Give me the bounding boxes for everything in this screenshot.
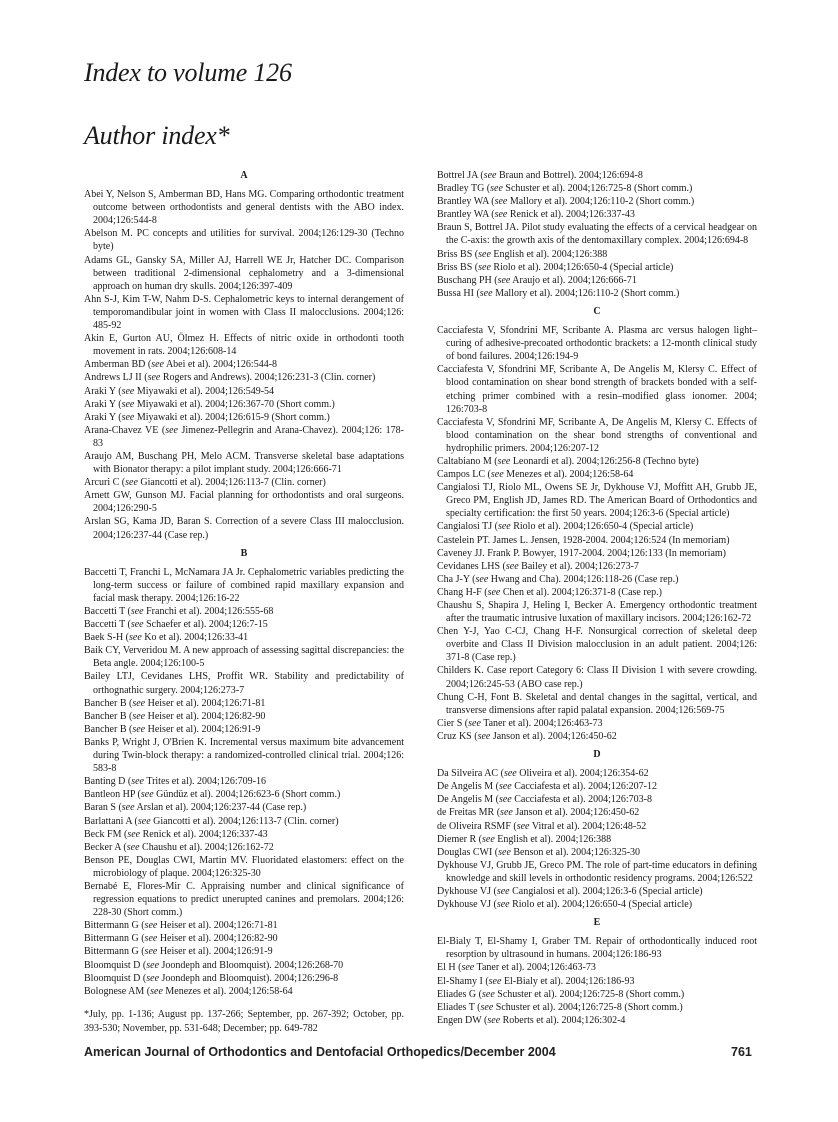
entry-text: Heiser et al). 2004;126:82-90 xyxy=(157,933,278,945)
see-reference: see xyxy=(151,359,164,371)
index-entry xyxy=(437,221,757,247)
entry-text: Chung C-H, Font B. Skeletal and dental changes in the sagittal, vertical, and transverse dimensions after rapid palatal expansion. 2004;126:569-75 xyxy=(437,691,757,716)
entry-text: Becker A ( xyxy=(84,841,127,853)
index-entry xyxy=(84,227,404,253)
see-reference: see xyxy=(500,807,513,819)
entry-text: Amberman BD ( xyxy=(84,359,152,371)
entry-text: El-Shamy I ( xyxy=(437,975,489,987)
see-reference: see xyxy=(461,962,475,974)
entry-text: Castelein PT. James L. Jensen, 1928-2004. 2004;126:524 (In memoriam) xyxy=(437,534,730,546)
index-entry xyxy=(437,182,757,195)
see-reference: see xyxy=(140,789,154,801)
see-reference: see xyxy=(479,287,493,299)
see-reference: see xyxy=(146,972,160,984)
entry-text: De Angelis M ( xyxy=(437,794,499,806)
entry-text: Menezes et al). 2004;126:58-64 xyxy=(162,985,293,997)
index-entry xyxy=(437,767,757,780)
entry-text: Cier S ( xyxy=(437,717,469,729)
index-entry xyxy=(437,806,757,819)
section-letter: A xyxy=(240,170,248,181)
entry-text: Chang H-F ( xyxy=(437,586,488,598)
entry-text: Arcuri C ( xyxy=(84,477,126,489)
entry-text: Araki Y ( xyxy=(84,411,122,423)
see-reference: see xyxy=(498,846,511,858)
entry-text: Vitral et al). 2004;126:48-52 xyxy=(529,820,647,832)
index-title: Index to volume 126 xyxy=(84,58,292,87)
index-entry xyxy=(437,975,757,988)
see-reference: see xyxy=(490,183,503,195)
index-entry xyxy=(84,854,404,880)
index-entry xyxy=(437,859,757,885)
see-reference: see xyxy=(503,768,517,780)
see-reference: see xyxy=(132,697,146,709)
entry-text: Baccetti T, Franchi L, McNamara JA Jr. Cephalometric variables predicting the long-term success or failure of combined rapid maxillary expansion and facial mask therapy. 2004;126:16-22 xyxy=(84,566,404,604)
entry-text: Bailey et al). 2004;126:273-7 xyxy=(518,560,639,572)
entry-text: Bussa HI ( xyxy=(437,287,480,299)
entry-text: Rogers and Andrews). 2004;126:231-3 (Clin. corner) xyxy=(160,372,376,384)
index-entry xyxy=(437,599,757,625)
index-entry xyxy=(437,468,757,481)
entry-text: Dykhouse VJ, Grubb JE, Greco PM. The role of part-time educators in defining knowledge and skill levels in orthodontic residency programs. 2004;126:522 xyxy=(437,859,757,884)
see-reference: see xyxy=(498,781,512,793)
entry-text: Eliades T ( xyxy=(437,1001,481,1013)
entry-text: Renick et al). 2004;126:337-43 xyxy=(507,209,635,221)
entry-text: Cacciafesta V, Sfondrini MF, Scribante A, De Angelis M, Klersy C. Effects of blood contamination on the shear bond strengths of conventional and hydrophilic primers. 2004;126:207-12 xyxy=(437,416,757,454)
index-entry xyxy=(84,801,404,814)
index-entry xyxy=(84,697,404,710)
index-entry xyxy=(437,846,757,859)
entry-text: Baran S ( xyxy=(84,802,122,814)
entry-text: Bittermann G ( xyxy=(84,933,145,945)
index-entry xyxy=(437,935,757,961)
see-reference: see xyxy=(129,632,142,644)
entry-text: Jimenez-Pellegrin and Arana-Chavez). 2004;126: 178-83 xyxy=(93,424,405,449)
index-entry xyxy=(437,481,757,520)
index-entry xyxy=(84,424,404,450)
see-reference: see xyxy=(498,794,512,806)
index-entry xyxy=(84,972,404,985)
entry-text: Cruz KS ( xyxy=(437,730,478,742)
see-reference: see xyxy=(150,985,163,997)
entry-text: Leonardi et al). 2004;126:256-8 (Techno byte) xyxy=(510,455,699,467)
index-entry xyxy=(437,274,757,287)
index-entry xyxy=(437,730,757,743)
entry-text: Giancotti et al). 2004;126:113-7 (Clin. corner) xyxy=(137,477,326,489)
entry-text: Brantley WA ( xyxy=(437,209,495,221)
journal-footer: American Journal of Orthodontics and Dentofacial Orthopedics/December 2004 xyxy=(84,1045,556,1059)
index-entry xyxy=(437,208,757,221)
see-reference: see xyxy=(490,469,504,481)
index-entry xyxy=(84,489,404,515)
index-entry xyxy=(84,188,404,227)
entry-text: Abei Y, Nelson S, Amberman BD, Hans MG. Comparing orthodontic treatment outcome between orthodontists and general dentists with the ABO index. 2004;126:544-8 xyxy=(84,189,404,227)
entry-text: Campos LC ( xyxy=(437,469,491,481)
entry-text: Heiser et al). 2004;126:71-81 xyxy=(145,697,266,709)
entry-text: Braun S, Bottrel JA. Pilot study evaluating the effects of a cervical headgear on the C-axis: the growth axis of the dentomaxillary complex. 2004;126:694-8 xyxy=(437,222,757,247)
index-entry xyxy=(437,793,757,806)
entry-text: Childers K. Case report Category 6: Class II Division 1 with severe crowding. 2004;126:245-53 (ABO case rep.) xyxy=(437,665,757,690)
index-entry xyxy=(84,880,404,919)
entry-text: Caveney JJ. Frank P. Bowyer, 1917-2004. 2004;126:133 (In memoriam) xyxy=(437,547,727,559)
index-entry xyxy=(437,324,757,363)
left-column xyxy=(84,169,404,998)
entry-text: Chaushu S, Shapira J, Heling I, Becker A. Emergency orthodontic treatment after the traumatic intrusive luxation of maxillary incisors. 2004;126:162-72 xyxy=(437,600,757,625)
see-reference: see xyxy=(477,730,491,742)
entry-text: Cangialosi TJ ( xyxy=(437,521,498,533)
entry-text: Dykhouse VJ ( xyxy=(437,885,497,897)
entry-text: Akin E, Gurton AU, Ölmez H. Effects of nitric oxide in orthodonti tooth movement in rats. 2004;126:608-14 xyxy=(84,333,404,358)
index-entry xyxy=(437,820,757,833)
entry-text: Riolo et al). 2004;126:650-4 (Special article) xyxy=(490,261,674,273)
entry-text: Schuster et al). 2004;126:725-8 (Short comm.) xyxy=(493,1001,683,1013)
see-reference: see xyxy=(468,717,481,729)
entry-text: Heiser et al). 2004;126:91-9 xyxy=(145,723,261,735)
see-reference: see xyxy=(130,619,144,631)
index-entry xyxy=(84,385,404,398)
index-entry xyxy=(437,780,757,793)
see-reference: see xyxy=(516,820,530,832)
entry-text: Cangialosi et al). 2004;126:3-6 (Special article) xyxy=(509,885,703,897)
entry-text: Heiser et al). 2004;126:91-9 xyxy=(157,946,273,958)
index-entry xyxy=(84,945,404,958)
index-entry xyxy=(84,566,404,605)
entry-text: Brantley WA ( xyxy=(437,196,495,208)
entry-text: Bittermann G ( xyxy=(84,946,145,958)
see-reference: see xyxy=(488,975,502,987)
entry-text: Engen DW ( xyxy=(437,1014,488,1026)
entry-text: Baccetti T ( xyxy=(84,606,131,617)
entry-text: Dykhouse VJ ( xyxy=(437,899,497,911)
index-entry xyxy=(84,919,404,932)
index-entry xyxy=(437,988,757,1001)
see-reference: see xyxy=(131,776,144,788)
entry-text: Cacciafesta V, Sfondrini MF, Scribante A. Plasma arc versus halogen light–curing of adhesive-precoated orthodontic brackets: a 12-month clinical study of bond failures. 2004;126:194-9 xyxy=(437,325,757,363)
see-reference: see xyxy=(482,988,495,1000)
entry-text: Cevidanes LHS ( xyxy=(437,560,506,572)
entry-text: Bittermann G ( xyxy=(84,920,145,932)
entry-text: Diemer R ( xyxy=(437,833,482,845)
entry-text: Bolognese AM ( xyxy=(84,985,151,997)
index-entry xyxy=(84,775,404,788)
entry-text: Riolo et al). 2004;126:650-4 (Special article) xyxy=(510,521,694,533)
index-entry xyxy=(84,710,404,723)
index-entry xyxy=(437,1014,757,1027)
entry-text: Abelson M. PC concepts and utilities for survival. 2004;126:129-30 (Techno byte) xyxy=(84,228,404,253)
index-entry xyxy=(84,723,404,736)
see-reference: see xyxy=(483,170,497,181)
index-entry xyxy=(84,631,404,644)
entry-text: Baccetti T ( xyxy=(84,619,131,631)
see-reference: see xyxy=(132,710,146,722)
index-entry xyxy=(84,293,404,332)
index-entry xyxy=(437,625,757,664)
entry-text: Ko et al). 2004;126:33-41 xyxy=(141,632,249,644)
entry-text: Banting D ( xyxy=(84,776,132,788)
section-letter: E xyxy=(593,917,601,929)
entry-text: Arslan SG, Kama JD, Baran S. Correction of a severe Class III malocclusion. 2004;126:237-44 (Case rep.) xyxy=(84,516,404,541)
see-reference: see xyxy=(487,1014,501,1026)
index-entry xyxy=(437,898,757,911)
see-reference: see xyxy=(125,477,138,489)
entry-text: Bradley TG ( xyxy=(437,183,491,195)
index-entry xyxy=(84,515,404,541)
index-entry xyxy=(437,287,757,300)
entry-text: Bancher B ( xyxy=(84,697,133,709)
entry-text: Cacciafesta et al). 2004;126:207-12 xyxy=(511,781,657,793)
entry-text: Bottrel JA ( xyxy=(437,170,484,181)
entry-text: Taner et al). 2004;126:463-73 xyxy=(474,962,596,974)
entry-text: Douglas CWI ( xyxy=(437,846,499,858)
entry-text: Baek S-H ( xyxy=(84,632,129,644)
index-entry xyxy=(437,586,757,599)
entry-text: Schuster et al). 2004;126:725-8 (Short comm.) xyxy=(494,988,685,1000)
entry-text: Adams GL, Gansky SA, Miller AJ, Harrell WE Jr, Hatcher DC. Comparison between traditional 2-dimensional cephalometry and a 3-dimensional approach on human dry skulls. 2004;126:397-409 xyxy=(84,254,404,292)
index-entry xyxy=(84,398,404,411)
section-letter: B xyxy=(240,547,248,559)
entry-text: Roberts et al). 2004;126:302-4 xyxy=(500,1014,626,1026)
entry-text: Braun and Bottrel). 2004;126:694-8 xyxy=(496,170,643,181)
entry-text: Briss BS ( xyxy=(437,248,479,260)
see-reference: see xyxy=(505,560,519,572)
entry-text: Joondeph and Bloomquist). 2004;126:296-8 xyxy=(159,972,339,984)
index-entry xyxy=(84,736,404,775)
entry-text: Cacciafesta V, Sfondrini MF, Scribante A, De Angelis M, Klersy C. Effect of blood contamination on shear bond strength of brackets bonded with a self-etching primer combined with a resin–modified glass ionomer. 2004; 126:703-8 xyxy=(437,364,757,415)
entry-text: Caltabiano M ( xyxy=(437,455,498,467)
footnote: *July, pp. 1-136; August pp. 137-266; September, pp. 267-392; October, pp. 393-530; November, pp. 531-648; December; pp. 649-782 xyxy=(84,1009,404,1034)
entry-text: Oliveira et al). 2004;126:354-62 xyxy=(516,768,649,780)
entry-text: Menezes et al). 2004;126:58-64 xyxy=(503,469,634,481)
entry-text: Schuster et al). 2004;126:725-8 (Short comm.) xyxy=(502,183,693,195)
see-reference: see xyxy=(147,372,161,384)
entry-text: Araujo AM, Buschang PH, Melo ACM. Transverse skeletal base adaptations with Bionator therapy: a pilot implant study. 2004;126:666-71 xyxy=(84,450,404,476)
entry-text: Beck FM ( xyxy=(84,828,128,840)
entry-text: Hwang and Cha). 2004;126:118-26 (Case rep.) xyxy=(488,573,679,585)
entry-text: Ahn S-J, Kim T-W, Nahm D-S. Cephalometric keys to internal derangement of temporomandibular joint in women with Class II malocclusions. 2004;126: 485-92 xyxy=(84,293,404,332)
author-index-title: Author index* xyxy=(84,121,230,150)
see-reference: see xyxy=(497,521,511,533)
see-reference: see xyxy=(487,586,501,598)
index-entry xyxy=(437,248,757,261)
index-entry xyxy=(84,670,404,696)
index-entry xyxy=(84,985,404,998)
entry-text: Taner et al). 2004;126:463-73 xyxy=(480,717,603,729)
index-entry xyxy=(84,332,404,358)
index-entry xyxy=(437,560,757,573)
section-letter: D xyxy=(593,749,601,761)
entry-text: English et al). 2004;126:388 xyxy=(490,248,608,260)
entry-text: de Freitas MR ( xyxy=(437,807,501,819)
entry-text: Renick et al). 2004;126:337-43 xyxy=(140,828,268,840)
entry-text: Benson PE, Douglas CWI, Martin MV. Fluoridated elastomers: effect on the microbiology of plaque. 2004;126:325-30 xyxy=(84,854,404,879)
index-entry xyxy=(84,371,404,384)
see-reference: see xyxy=(144,933,158,945)
entry-text: Barlattani A ( xyxy=(84,815,138,827)
entry-text: Araujo et al). 2004;126:666-71 xyxy=(510,274,637,286)
index-entry xyxy=(437,363,757,415)
see-reference: see xyxy=(121,411,135,423)
entry-text: Baik CY, Ververidou M. A new approach of assessing sagittal discrepancies: the Beta angle. 2004;126:100-5 xyxy=(84,645,404,670)
entry-text: Arslan et al). 2004;126:237-44 (Case rep.) xyxy=(134,802,307,814)
entry-text: Briss BS ( xyxy=(437,261,479,273)
entry-text: Eliades G ( xyxy=(437,988,482,1000)
index-entry xyxy=(84,618,404,631)
entry-text: Da Silveira AC ( xyxy=(437,768,504,780)
index-entry xyxy=(437,455,757,468)
entry-text: Heiser et al). 2004;126:82-90 xyxy=(145,710,266,722)
entry-text: Arnett GW, Gunson MJ. Facial planning for orthodontists and oral surgeons. 2004;126:290-5 xyxy=(84,490,404,515)
entry-text: El H ( xyxy=(437,962,462,974)
index-entry xyxy=(437,717,757,730)
index-entry xyxy=(84,358,404,371)
index-entry xyxy=(84,932,404,945)
entry-text: de Oliveira RSMF ( xyxy=(437,820,517,832)
see-reference: see xyxy=(494,196,508,208)
right-column xyxy=(437,169,757,1027)
see-reference: see xyxy=(496,885,510,897)
index-entry xyxy=(84,644,404,670)
entry-text: Giancotti et al). 2004;126:113-7 (Clin. corner) xyxy=(150,815,339,827)
see-reference: see xyxy=(144,946,158,958)
index-entry xyxy=(84,788,404,801)
see-reference: see xyxy=(121,398,135,410)
entry-text: Arana-Chavez VE ( xyxy=(84,424,166,436)
see-reference: see xyxy=(144,920,158,932)
entry-text: Chaushu et al). 2004;126:162-72 xyxy=(139,841,274,853)
index-entry xyxy=(437,1001,757,1014)
entry-text: Chen et al). 2004;126:371-8 (Case rep.) xyxy=(500,586,662,598)
entry-text: Bloomquist D ( xyxy=(84,972,147,984)
see-reference: see xyxy=(478,261,491,273)
index-entry xyxy=(437,195,757,208)
entry-text: Abei et al). 2004;126:544-8 xyxy=(164,359,278,371)
see-reference: see xyxy=(126,841,140,853)
page-number: 761 xyxy=(731,1045,752,1059)
entry-text: Riolo et al). 2004;126:650-4 (Special article) xyxy=(509,899,693,911)
entry-text: Janson et al). 2004;126:450-62 xyxy=(512,807,640,819)
index-entry xyxy=(84,450,404,476)
entry-text: Cangialosi TJ, Riolo ML, Owens SE Jr, Dykhouse VJ, Moffitt AH, Grubb JE, Greco PM, English JD, James RD. The American Board of Orthodontics and specialty certification: the first 50 years. 2004;126:3-6 (Special article) xyxy=(437,482,757,520)
entry-text: Mallory et al). 2004;126:110-2 (Short comm.) xyxy=(492,287,680,299)
index-entry xyxy=(437,573,757,586)
see-reference: see xyxy=(146,959,160,971)
entry-text: Miyawaki et al). 2004;126:615-9 (Short comm.) xyxy=(134,411,330,423)
see-reference: see xyxy=(497,274,511,286)
entry-text: Chen Y-J, Yao C-CJ, Chang H-F. Nonsurgical correction of skeletal deep overbite and Class II Division malocclusion in an adult patient. 2004;126: 371-8 (Case rep.) xyxy=(437,626,757,664)
entry-text: Trites et al). 2004;126:709-16 xyxy=(144,776,266,788)
entry-text: Cacciafesta et al). 2004;126:703-8 xyxy=(511,794,652,806)
index-entry xyxy=(437,261,757,274)
see-reference: see xyxy=(121,802,135,814)
index-entry xyxy=(84,476,404,489)
entry-text: De Angelis M ( xyxy=(437,781,499,793)
see-reference: see xyxy=(475,573,489,585)
entry-text: Bernabé E, Flores-Mir C. Appraising number and clinical significance of regression equations to predict unerupted canines and premolars. 2004;126: 228-30 (Short comm.) xyxy=(84,880,404,919)
entry-text: Araki Y ( xyxy=(84,398,122,410)
entry-text: Schaefer et al). 2004;126:7-15 xyxy=(143,619,268,631)
entry-text: Gündüz et al). 2004;126:623-6 (Short comm.) xyxy=(153,789,341,801)
entry-text: Buschang PH ( xyxy=(437,274,498,286)
entry-text: Miyawaki et al). 2004;126:367-70 (Short comm.) xyxy=(134,398,335,410)
index-entry xyxy=(437,416,757,455)
index-entry xyxy=(84,828,404,841)
see-reference: see xyxy=(482,833,495,845)
see-reference: see xyxy=(496,899,510,911)
entry-text: Franchi et al). 2004;126:555-68 xyxy=(143,606,274,617)
index-entry xyxy=(437,691,757,717)
index-entry xyxy=(437,885,757,898)
entry-text: Araki Y ( xyxy=(84,385,122,397)
index-entry xyxy=(437,664,757,690)
see-reference: see xyxy=(494,209,508,221)
entry-text: El-Bialy et al). 2004;126:186-93 xyxy=(501,975,635,987)
entry-text: Bancher B ( xyxy=(84,710,133,722)
index-entry xyxy=(437,833,757,846)
see-reference: see xyxy=(478,248,491,260)
see-reference: see xyxy=(480,1001,494,1013)
index-entry xyxy=(437,169,757,182)
index-entry xyxy=(437,961,757,974)
entry-text: Bailey LTJ, Cevidanes LHS, Proffit WR. Stability and predictability of orthognathic surgery. 2004;126:273-7 xyxy=(84,671,404,696)
entry-text: El-Bialy T, El-Shamy I, Graber TM. Repair of orthodontically induced root resorption by ultrasound in humans. 2004;126:186-93 xyxy=(437,936,757,961)
see-reference: see xyxy=(130,606,144,617)
entry-text: Miyawaki et al). 2004;126:549-54 xyxy=(134,385,275,397)
entry-text: Janson et al). 2004;126:450-62 xyxy=(490,730,617,742)
section-letter: C xyxy=(593,305,601,317)
index-entry xyxy=(84,254,404,293)
index-entry xyxy=(84,841,404,854)
see-reference: see xyxy=(497,455,511,467)
entry-text: Bantleon HP ( xyxy=(84,789,141,801)
see-reference: see xyxy=(121,385,135,397)
entry-text: Joondeph and Bloomquist). 2004;126:268-70 xyxy=(159,959,344,971)
see-reference: see xyxy=(127,828,141,840)
index-entry xyxy=(437,520,757,533)
entry-text: Benson et al). 2004;126:325-30 xyxy=(510,846,641,858)
entry-text: Bancher B ( xyxy=(84,723,133,735)
index-entry xyxy=(84,605,404,618)
see-reference: see xyxy=(165,424,178,436)
index-entry xyxy=(84,411,404,424)
index-entry xyxy=(437,534,757,547)
entry-text: Banks P, Wright J, O'Brien K. Incremental versus maximum bite advancement during Twin-block therapy: a randomized-controlled clinical trial. 2004;126: 583-8 xyxy=(84,736,404,775)
entry-text: Mallory et al). 2004;126:110-2 (Short comm.) xyxy=(507,196,695,208)
entry-text: Andrews LJ II ( xyxy=(84,372,148,384)
index-entry xyxy=(84,815,404,828)
index-entry xyxy=(84,959,404,972)
entry-text: Cha J-Y ( xyxy=(437,573,476,585)
index-entry xyxy=(437,547,757,560)
entry-text: Heiser et al). 2004;126:71-81 xyxy=(157,920,278,932)
entry-text: Bloomquist D ( xyxy=(84,959,147,971)
entry-text: English et al). 2004;126:388 xyxy=(494,833,612,845)
see-reference: see xyxy=(132,723,146,735)
see-reference: see xyxy=(137,815,151,827)
